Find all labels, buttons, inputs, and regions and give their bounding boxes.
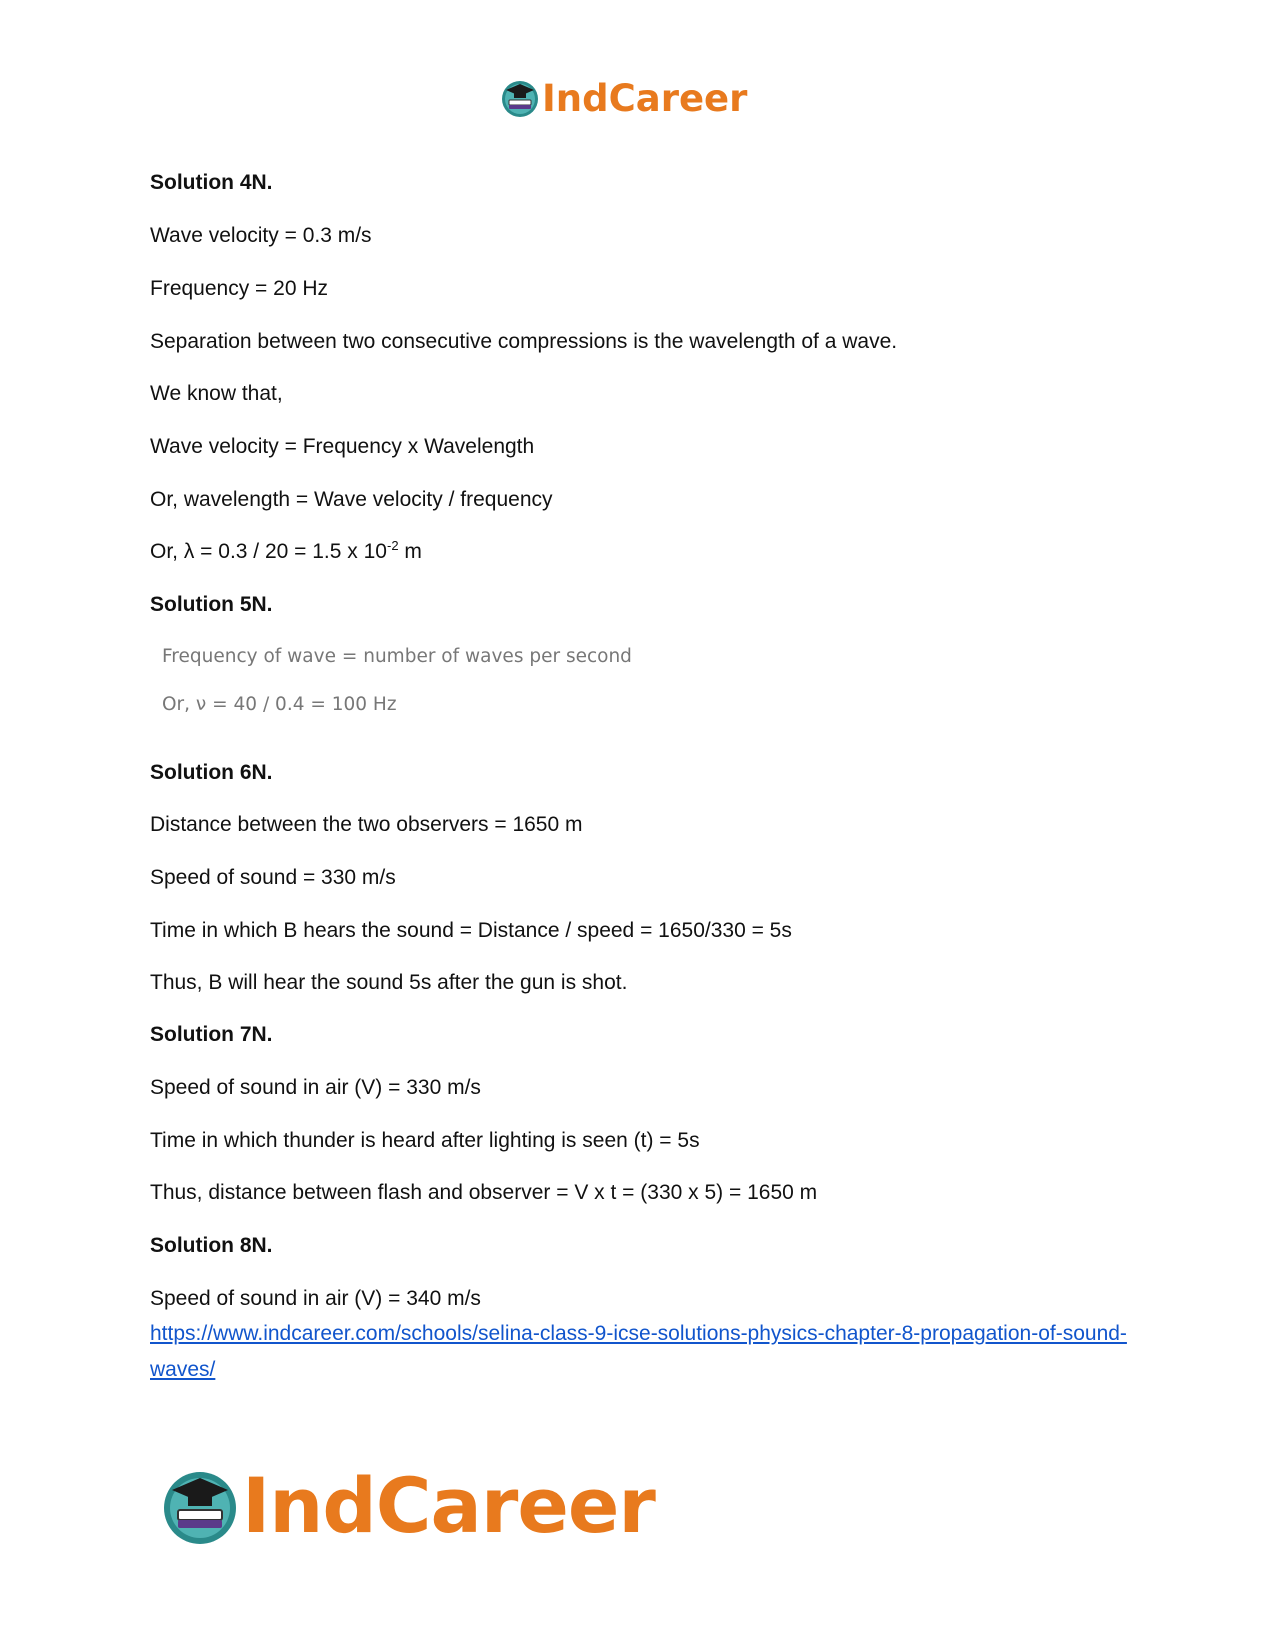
sol4-line-2: Frequency = 20 Hz: [150, 277, 329, 300]
sol4-line-3: Separation between two consecutive compressions is the wavelength of a wave.: [150, 330, 898, 353]
indcareer-logo-bottom: [160, 1461, 655, 1550]
sol4-line-1: Wave velocity = 0.3 m/s: [150, 224, 372, 247]
sol4-line-7: [150, 539, 422, 565]
sol7-line-3: Thus, distance between flash and observer = V x t = (330 x 5) = 1650 m: [150, 1181, 818, 1204]
sol5-image-line-2: Or, ν = 40 / 0.4 = 100 Hz: [162, 694, 397, 715]
solution-4n-heading: Solution 4N.: [150, 171, 273, 194]
sol7-line-1: Speed of sound in air (V) = 330 m/s: [150, 1076, 481, 1099]
graduation-cap-book-globe-icon: [500, 78, 540, 118]
sol6-line-2: Speed of sound = 330 m/s: [150, 866, 396, 889]
solution-7n-heading: Solution 7N.: [150, 1023, 273, 1046]
sol6-line-1: Distance between the two observers = 1650 m: [150, 813, 583, 836]
sol4-line-6: Or, wavelength = Wave velocity / frequency: [150, 488, 553, 511]
source-page-link[interactable]: https://www.indcareer.com/schools/selina-class-9-icse-solutions-physics-chapter-8-propagation-of-sound-waves/: [150, 1322, 1127, 1381]
sol4-line-5: Wave velocity = Frequency x Wavelength: [150, 435, 535, 458]
sol7-line-2: Time in which thunder is heard after lighting is seen (t) = 5s: [150, 1129, 700, 1152]
sol6-line-4: Thus, B will hear the sound 5s after the gun is shot.: [150, 971, 628, 994]
solution-5n-heading: Solution 5N.: [150, 593, 273, 616]
logo-wordmark: IndCareer: [242, 1461, 655, 1550]
graduation-cap-book-globe-icon: [160, 1466, 240, 1546]
sol4-exponent: -2: [386, 538, 399, 553]
logo-wordmark: IndCareer: [542, 76, 748, 120]
solution-8n-heading: Solution 8N.: [150, 1234, 273, 1257]
solution-6n-heading: Solution 6N.: [150, 761, 273, 784]
sol5-image-line-1: Frequency of wave = number of waves per second: [162, 646, 632, 667]
sol8-line-1: Speed of sound in air (V) = 340 m/s: [150, 1287, 481, 1310]
sol4-line-7-main: Or, λ = 0.3 / 20 = 1.5 x 10: [150, 540, 387, 563]
sol6-line-3: Time in which B hears the sound = Distance / speed = 1650/330 = 5s: [150, 919, 792, 942]
sol4-line-7-unit: m: [398, 540, 422, 563]
indcareer-logo-top: [500, 78, 747, 118]
sol4-line-4: We know that,: [150, 382, 283, 405]
